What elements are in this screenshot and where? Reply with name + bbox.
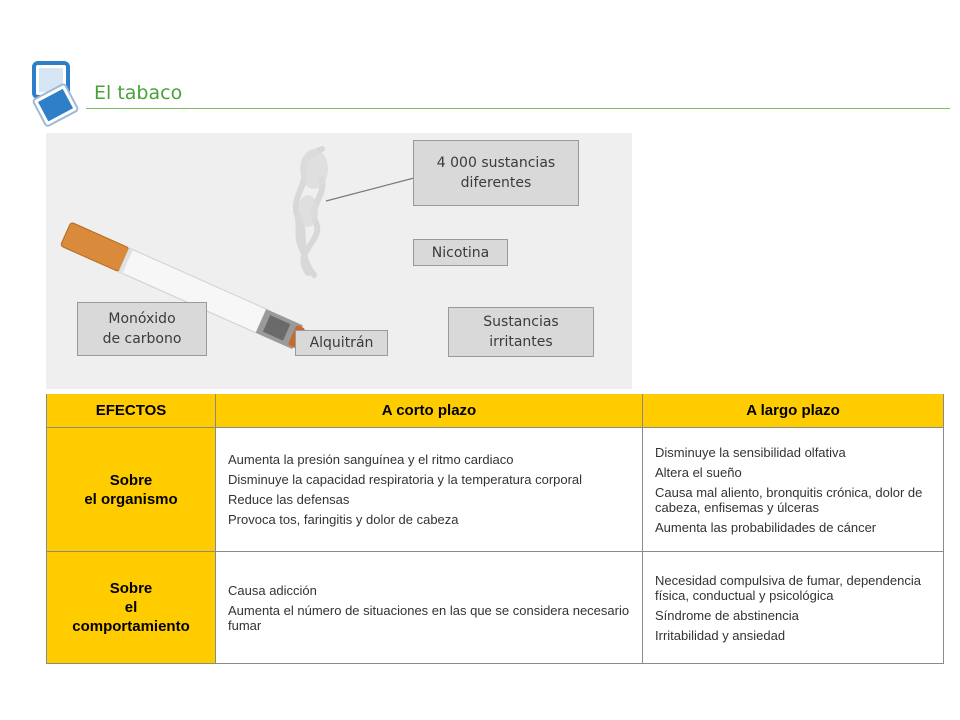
- slides-icon: [30, 60, 82, 128]
- list-item: Irritabilidad y ansiedad: [655, 627, 786, 643]
- header-largo-plazo: A largo plazo: [643, 394, 944, 428]
- label-nicotina: Nicotina: [413, 239, 508, 266]
- row-label-organismo: Sobre el organismo: [47, 428, 216, 552]
- list-item: Disminuye la capacidad respiratoria y la temperatura corporal: [228, 472, 583, 487]
- list-item: Necesidad compulsiva de fumar, dependencia física, conductual y psicológica: [655, 572, 921, 603]
- list-item: Aumenta las probabilidades de cáncer: [655, 519, 877, 535]
- list-item: Altera el sueño: [655, 464, 742, 480]
- list-item: Aumenta el número de situaciones en las que se considera necesario fumar: [228, 602, 630, 633]
- list-item: Provoca tos, faringitis y dolor de cabeza: [228, 512, 459, 527]
- table-header-row: [47, 394, 944, 428]
- label-irritantes: Sustancias irritantes: [448, 307, 594, 357]
- cell-long-term: [643, 552, 944, 664]
- title-underline: [86, 108, 950, 109]
- header-corto-plazo: A corto plazo: [216, 394, 643, 428]
- table-row: [47, 428, 944, 552]
- label-alquitran: Alquitrán: [295, 330, 388, 356]
- page-title: El tabaco: [94, 82, 183, 104]
- cell-short-term: [216, 552, 643, 664]
- label-sustancias: 4 000 sustancias diferentes: [413, 140, 579, 206]
- row-label-comportamiento: Sobre el comportamiento: [47, 552, 216, 664]
- list-item: Aumenta la presión sanguínea y el ritmo cardiaco: [228, 452, 514, 467]
- list-item: Disminuye la sensibilidad olfativa: [655, 444, 846, 460]
- list-item: Reduce las defensas: [228, 492, 350, 507]
- pointer-line: [326, 178, 414, 201]
- effects-table: [46, 394, 944, 664]
- list-item: Causa mal aliento, bronquitis crónica, dolor de cabeza, enfisemas y úlceras: [655, 484, 923, 515]
- cell-long-term: [643, 428, 944, 552]
- cigarette-figure: [46, 133, 632, 389]
- label-monoxido: Monóxido de carbono: [77, 302, 207, 356]
- list-item: Síndrome de abstinencia: [655, 607, 799, 623]
- header-efectos: EFECTOS: [47, 394, 216, 428]
- table-row: [47, 552, 944, 664]
- cell-short-term: [216, 428, 643, 552]
- list-item: Causa adicción: [228, 582, 317, 598]
